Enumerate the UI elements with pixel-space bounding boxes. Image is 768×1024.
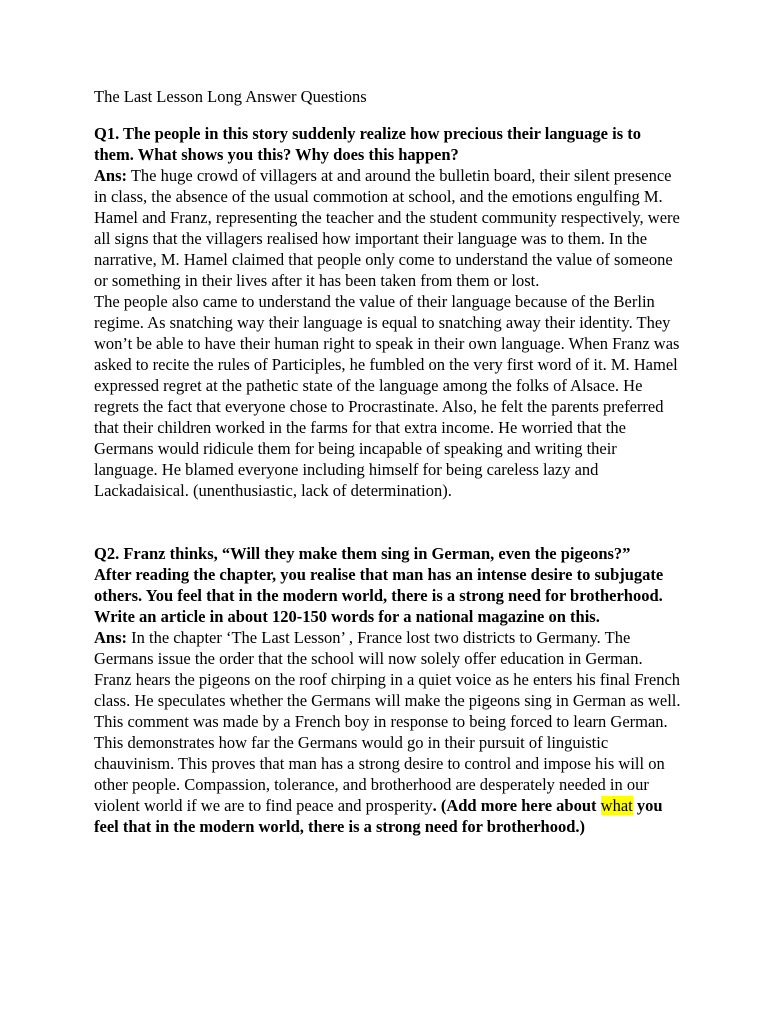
- answer-2-note-end: you feel that in the modern world, there is a strong need for brotherhood.): [94, 796, 663, 836]
- answer-2-paragraph: [94, 627, 684, 837]
- document-title: The Last Lesson Long Answer Questions: [94, 87, 367, 106]
- question-2-text: Q2. Franz thinks, “Will they make them sing in German, even the pigeons?”: [94, 544, 631, 563]
- document-page: [94, 86, 684, 858]
- question-2-block: [94, 543, 684, 837]
- answer-2-text: In the chapter ‘The Last Lesson’ , France lost two districts to Germany. The Germans issue the order that the school will now solely offer education in German. Franz hears the pigeons on the roof chirping in a quiet voice as he enters his final French class. He speculates whether the Germans will make the pigeons sing in German as well. This comment was made by a French boy in response to being forced to learn German. This demonstrates how far the Germans would go in their pursuit of linguistic chauvinism. This proves that man has a strong desire to control and impose his will on other people. Compassion, tolerance, and brotherhood are desperately needed in our violent world if we are to find peace and prosperity: [94, 628, 681, 815]
- question-2-prompt: After reading the chapter, you realise that man has an intense desire to subjugate others. You feel that in the modern world, there is a strong need for brotherhood. Write an article in about 120-150 words for a national magazine on this.: [94, 565, 664, 626]
- answer-2-label: Ans:: [94, 628, 128, 647]
- question-1-block: [94, 123, 684, 501]
- answer-1-paragraph-2: The people also came to understand the value of their language because of the Berlin regime. As snatching way their language is equal to snatching away their identity. They won’t be able to have their human right to speak in their own language. When Franz was asked to recite the rules of Participles, he fumbled on the very first word of it. M. Hamel expressed regret at the pathetic state of the language among the folks of Alsace. He regrets the fact that everyone chose to Procrastinate. Also, he felt the parents preferred that their children worked in the farms for that extra income. He worried that the Germans would ridicule them for being incapable of speaking and writing their language. He blamed everyone including himself for being careless lazy and Lackadaisical. (unenthusiastic, lack of determination).: [94, 292, 680, 500]
- answer-1-label: Ans:: [94, 166, 128, 185]
- answer-1-paragraph-1: [94, 165, 684, 291]
- section-spacer: [94, 522, 684, 543]
- answer-2-note-start: (Add more here about: [436, 796, 601, 815]
- question-1-text: Q1. The people in this story suddenly realize how precious their language is to them. What shows you this? Why does this happen?: [94, 124, 641, 164]
- answer-2-period: .: [432, 796, 437, 815]
- answer-1-text: The huge crowd of villagers at and around the bulletin board, their silent presence in class, the absence of the usual commotion at school, and the emotions engulfing M. Hamel and Franz, representing the teacher and the student community respectively, were all signs that the villagers realised how important their language was to them. In the narrative, M. Hamel claimed that people only come to understand the value of someone or something in their lives after it has been taken from them or lost.: [94, 166, 680, 290]
- highlighted-word: what: [600, 796, 633, 815]
